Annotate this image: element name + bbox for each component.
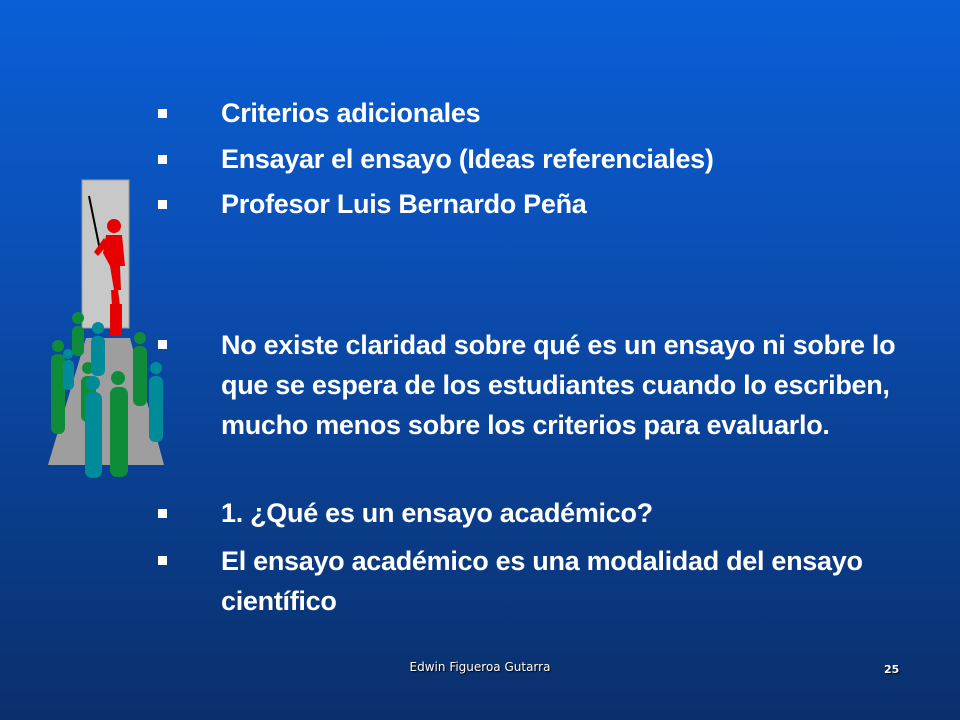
- page-number: 25: [884, 663, 900, 676]
- bullet-square-icon: [158, 109, 167, 118]
- bullet-item: [158, 141, 918, 177]
- bullet-square-icon: [158, 200, 167, 209]
- bullet-item: [158, 495, 918, 531]
- bullet-text: El ensayo académico es una modalidad del ensayo científico: [221, 546, 863, 616]
- bullet-text: No existe claridad sobre qué es un ensayo ni sobre lo que se espera de los estudiantes cuando lo escriben, mucho menos sobre los criterios para evaluarlo.: [221, 330, 896, 440]
- bullet-text: Criterios adicionales: [221, 98, 481, 128]
- bullet-text: Ensayar el ensayo (Ideas referenciales): [221, 144, 714, 174]
- bullet-square-icon: [158, 340, 167, 349]
- teacher-presentation-clipart-icon: [48, 178, 166, 480]
- bullet-square-icon: [158, 556, 167, 565]
- bullet-text: Profesor Luis Bernardo Peña: [221, 189, 587, 219]
- bullet-item: [158, 186, 918, 222]
- bullet-item: [158, 541, 918, 621]
- bullet-square-icon: [158, 509, 167, 518]
- bullet-square-icon: [158, 155, 167, 164]
- bullet-item: [158, 325, 918, 445]
- bullet-text: 1. ¿Qué es un ensayo académico?: [221, 498, 653, 528]
- footer-author: Edwin Figueroa Gutarra: [409, 660, 551, 674]
- bullet-item: [158, 95, 918, 131]
